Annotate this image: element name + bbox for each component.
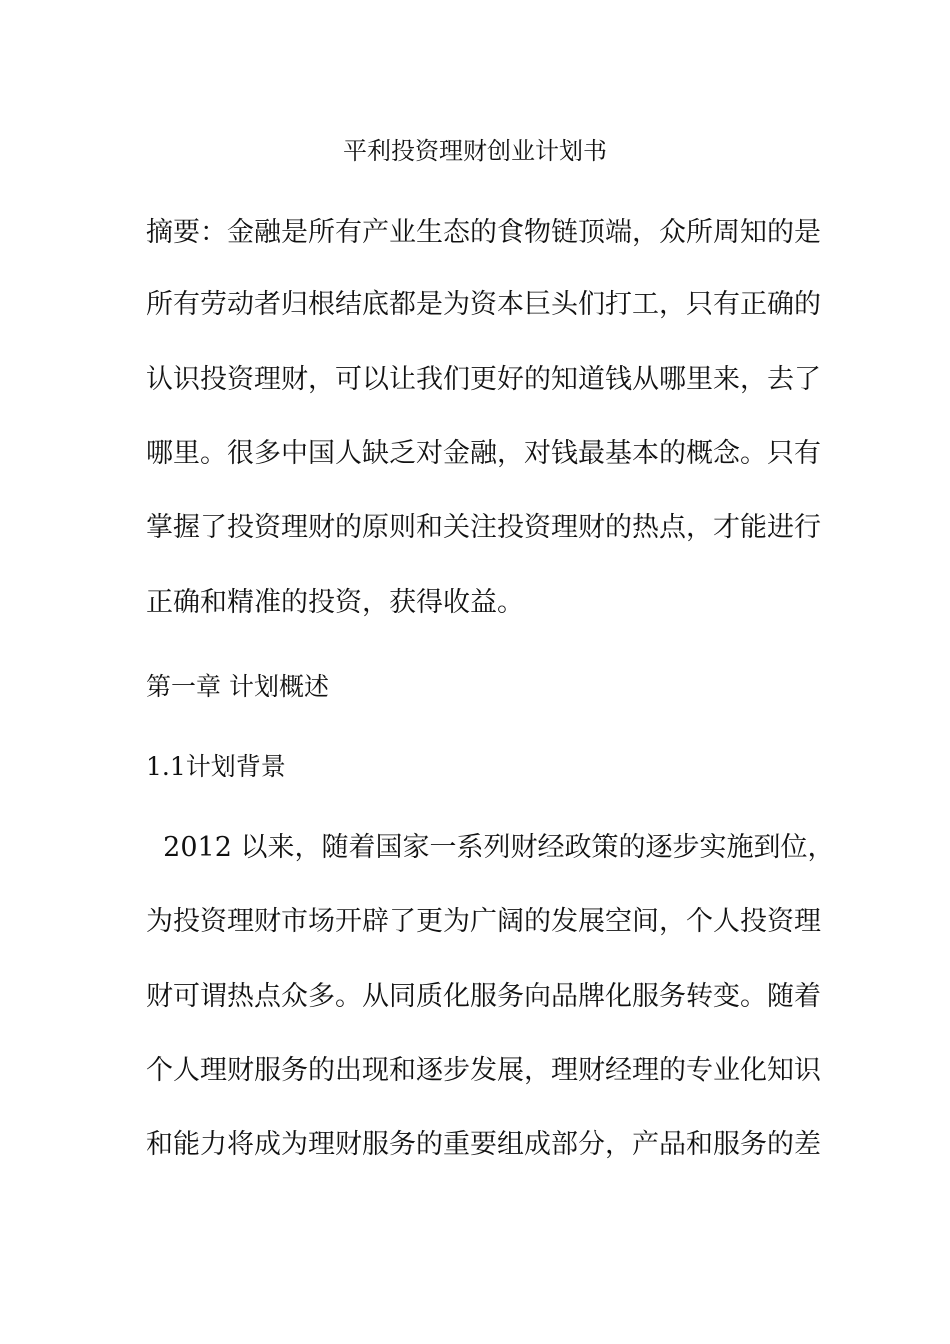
body-line: 为投资理财市场开辟了更为广阔的发展空间，个人投资理 (146, 906, 821, 937)
abstract-line: 所有劳动者归根结底都是为资本巨头们打工，只有正确的 (146, 289, 821, 320)
abstract-line: 正确和精准的投资，获得收益。 (146, 587, 524, 618)
body-line: 和能力将成为理财服务的重要组成部分，产品和服务的差 (146, 1129, 821, 1160)
abstract-line: 掌握了投资理财的原则和关注投资理财的热点，才能进行 (146, 512, 821, 543)
body-line: 个人理财服务的出现和逐步发展，理财经理的专业化知识 (146, 1055, 821, 1086)
abstract-line: 认识投资理财，可以让我们更好的知道钱从哪里来，去了 (146, 364, 821, 395)
body-line: 2012 以来，随着国家一系列财经政策的逐步实施到位， (146, 832, 835, 863)
document-title: 平利投资理财创业计划书 (343, 137, 607, 165)
body-line: 财可谓热点众多。从同质化服务向品牌化服务转变。随着 (146, 981, 821, 1012)
abstract-line: 摘要：金融是所有产业生态的食物链顶端，众所周知的是 (146, 217, 821, 248)
chapter-heading: 第一章 计划概述 (146, 672, 329, 701)
abstract-line: 哪里。很多中国人缺乏对金融，对钱最基本的概念。只有 (146, 438, 821, 469)
section-heading: 1.1计划背景 (146, 752, 286, 781)
